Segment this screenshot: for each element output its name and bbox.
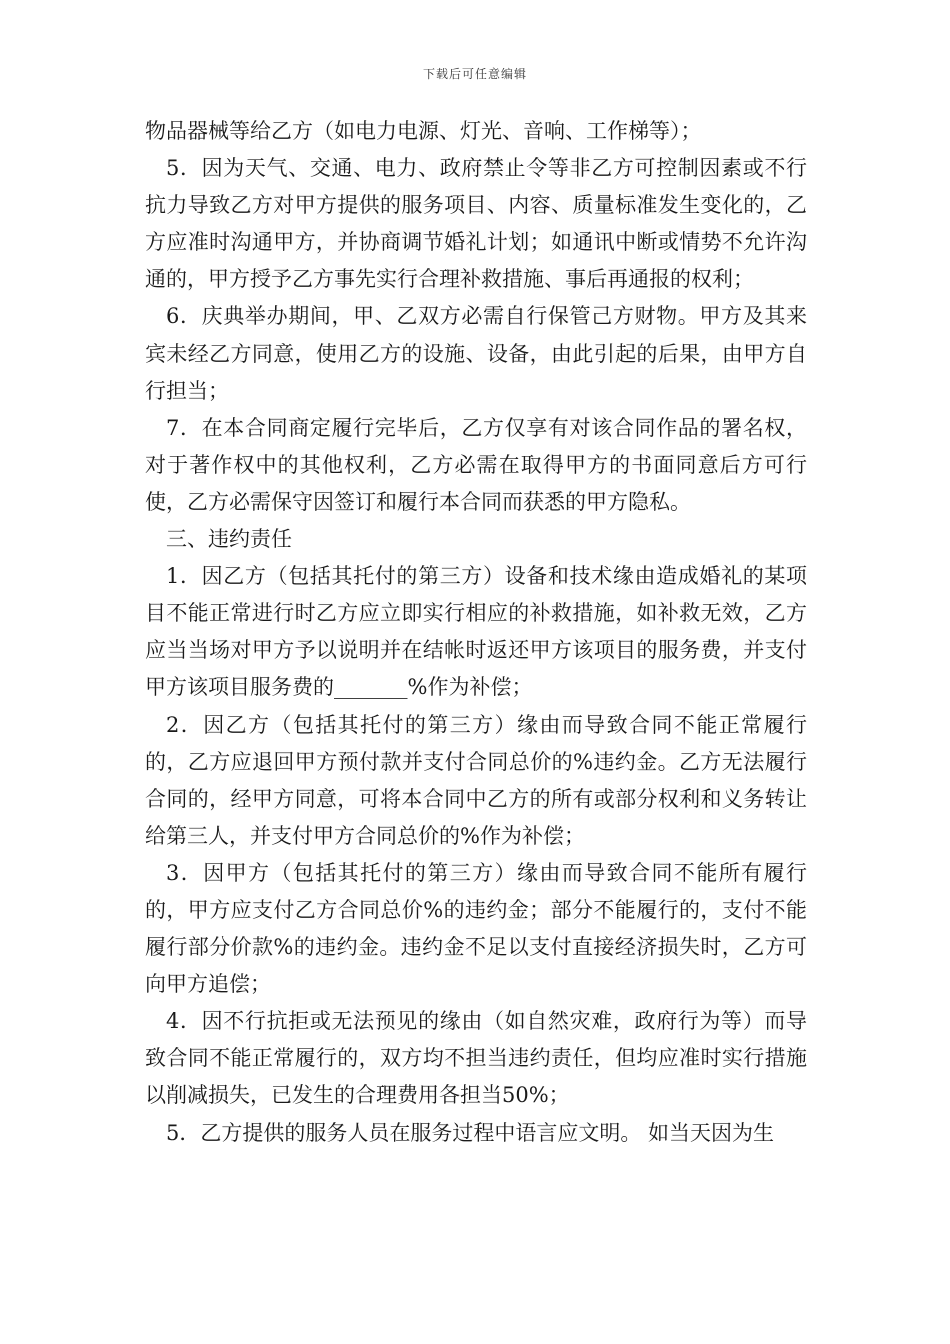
breach-clause-3: 3．因甲方（包括其托付的第三方）缘由而导致合同不能所有履行的，甲方应支付乙方合同总价%的违约金；部分不能履行的，支付不能履行部分价款%的违约金。违约金不足以支付直接经济损失时，乙方可向甲方追偿； xyxy=(145,860,807,997)
breach-clause-1: 1．因乙方（包括其托付的第三方）设备和技术缘由造成婚礼的某项目不能正常进行时乙方应立即实行相应的补救措施，如补救无效，乙方应当当场对甲方予以说明并在结帐时返还甲方该项目的服务费，并支付甲方该项目服务费的_______%作为补偿； xyxy=(145,564,807,700)
clause-6-property: 6．庆典举办期间，甲、乙双方必需自行保管己方财物。甲方及其来宾未经乙方同意，使用乙方的设施、设备，由此引起的后果，由甲方自行担当； xyxy=(145,304,807,403)
clause-5-force-majeure: 5．因为天气、交通、电力、政府禁止令等非乙方可控制因素或不行抗力导致乙方对甲方提供的服务项目、内容、质量标准发生变化的，乙方应准时沟通甲方，并协商调节婚礼计划；如通讯中断或情势不允许沟通的，甲方授予乙方事先实行合理补救措施、事后再通报的权利； xyxy=(145,156,807,292)
section-heading-breach: 三、违约责任 xyxy=(166,527,292,552)
document-body xyxy=(145,113,807,1152)
breach-clause-5: 5．乙方提供的服务人员在服务过程中语言应文明。 如当天因为生 xyxy=(166,1120,775,1145)
breach-clause-2: 2．因乙方（包括其托付的第三方）缘由而导致合同不能正常履行的，乙方应退回甲方预付款并支付合同总价的%违约金。乙方无法履行合同的，经甲方同意，可将本合同中乙方的所有或部分权利和义务转让给第三人，并支付甲方合同总价的%作为补偿； xyxy=(145,712,807,848)
paragraph-continuation: 物品器械等给乙方（如电力电源、灯光、音响、工作梯等）； xyxy=(145,119,702,143)
page-header: 下载后可任意编辑 xyxy=(422,67,527,81)
breach-clause-4: 4．因不行抗拒或无法预见的缘由（如自然灾难，政府行为等）而导致合同不能正常履行的，双方均不担当违约责任，但均应准时实行措施以削减损失，已发生的合理费用各担当50%； xyxy=(145,1009,807,1108)
clause-7-copyright: 7．在本合同商定履行完毕后，乙方仅享有对该合同作品的署名权，对于著作权中的其他权利，乙方必需在取得甲方的书面同意后方可行使，乙方必需保守因签订和履行本合同而获悉的甲方隐私。 xyxy=(145,415,807,514)
